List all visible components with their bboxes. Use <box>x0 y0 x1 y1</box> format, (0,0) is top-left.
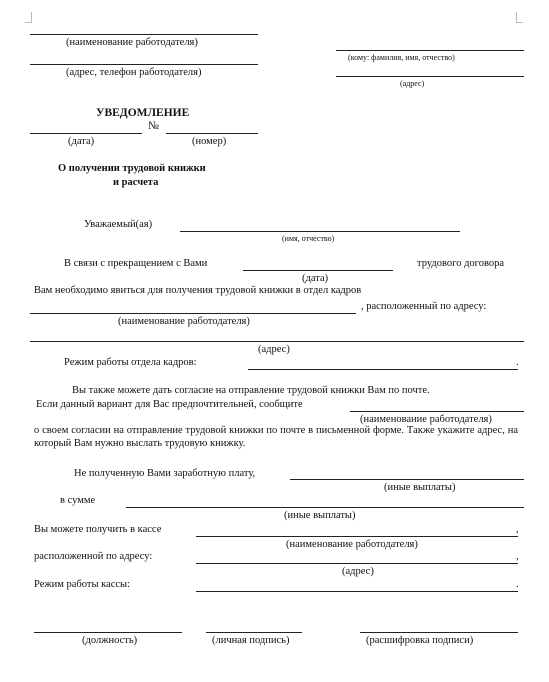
hr-hours-line <box>248 369 518 370</box>
other-payments-caption-1: (иные выплаты) <box>384 482 456 493</box>
other-payments-caption-2: (иные выплаты) <box>284 510 356 521</box>
employer-address-line <box>30 64 258 65</box>
termination-date-caption: (дата) <box>302 273 329 284</box>
employer-name-line <box>30 34 258 35</box>
date-caption: (дата) <box>68 136 95 147</box>
number-sign: № <box>148 120 159 132</box>
number-line <box>166 133 258 134</box>
cash-hours-label: Режим работы кассы: <box>34 579 131 590</box>
signature-decoding-line <box>360 632 518 633</box>
salary-text: Не полученную Вами заработную плату, <box>74 468 256 479</box>
cash-employer-line <box>196 536 518 537</box>
cash-address-label: расположенной по адресу: <box>34 551 153 562</box>
para2-end: , расположенный по адресу: <box>361 301 487 312</box>
amount-label: в сумме <box>60 495 96 506</box>
para2-text: Вам необходимо явиться для получения трудовой книжки в отдел кадров <box>34 285 362 296</box>
recipient-name-caption: (кому: фамилия, имя, отчество) <box>348 53 455 62</box>
para2-employer-caption: (наименование работодателя) <box>118 316 250 327</box>
position-caption: (должность) <box>82 635 138 646</box>
signature-decoding-caption: (расшифровка подписи) <box>366 635 474 646</box>
para2-address-line <box>30 341 524 342</box>
hr-hours-period: . <box>516 357 519 368</box>
para1-end: трудового договора <box>417 258 504 269</box>
para1-start: В связи с прекращением с Вами <box>64 258 208 269</box>
mail-employer-line <box>350 411 524 412</box>
full-name-line <box>180 231 460 232</box>
document-title: УВЕДОМЛЕНИЕ <box>96 107 190 119</box>
corner-mark-left <box>25 12 32 23</box>
cash-comma: , <box>516 524 519 535</box>
date-line <box>30 133 142 134</box>
position-line <box>34 632 182 633</box>
mail-text-2: Если данный вариант для Вас предпочтительней, сообщите <box>36 399 303 410</box>
subject-line-2: и расчета <box>113 177 159 188</box>
cash-address-comma: , <box>516 551 519 562</box>
signature-caption: (личная подпись) <box>212 635 290 646</box>
signature-line <box>206 632 302 633</box>
para2-employer-line <box>30 313 356 314</box>
cash-address-caption: (адрес) <box>342 566 374 577</box>
cash-employer-caption: (наименование работодателя) <box>286 539 418 550</box>
full-name-caption: (имя, отчество) <box>282 234 335 243</box>
cash-hours-line <box>196 591 518 592</box>
recipient-address-caption: (адрес) <box>400 79 425 88</box>
cash-address-line <box>196 563 518 564</box>
recipient-address-line <box>336 76 524 77</box>
greeting-label: Уважаемый(ая) <box>84 219 153 230</box>
other-payments-line-1 <box>290 479 524 480</box>
hr-hours-label: Режим работы отдела кадров: <box>64 357 197 368</box>
subject-line-1: О получении трудовой книжки <box>58 163 206 174</box>
number-caption: (номер) <box>192 136 227 147</box>
corner-mark-right <box>516 12 523 23</box>
mail-employer-caption: (наименование работодателя) <box>360 414 492 425</box>
mail-text-1: Вы также можете дать согласие на отправление трудовой книжки Вам по почте. <box>72 385 430 396</box>
employer-name-caption: (наименование работодателя) <box>66 37 198 48</box>
employer-address-caption: (адрес, телефон работодателя) <box>66 67 202 78</box>
recipient-name-line <box>336 50 524 51</box>
cash-hours-period: . <box>516 579 519 590</box>
cash-label: Вы можете получить в кассе <box>34 524 162 535</box>
termination-date-line <box>243 270 393 271</box>
para2-address-caption: (адрес) <box>258 344 290 355</box>
mail-text-3: о своем согласии на отправление трудовой книжки по почте в письменной форме. Также укажите адрес, на который Вам нужно выслать трудовую книжку. <box>34 425 518 449</box>
amount-line <box>126 507 524 508</box>
